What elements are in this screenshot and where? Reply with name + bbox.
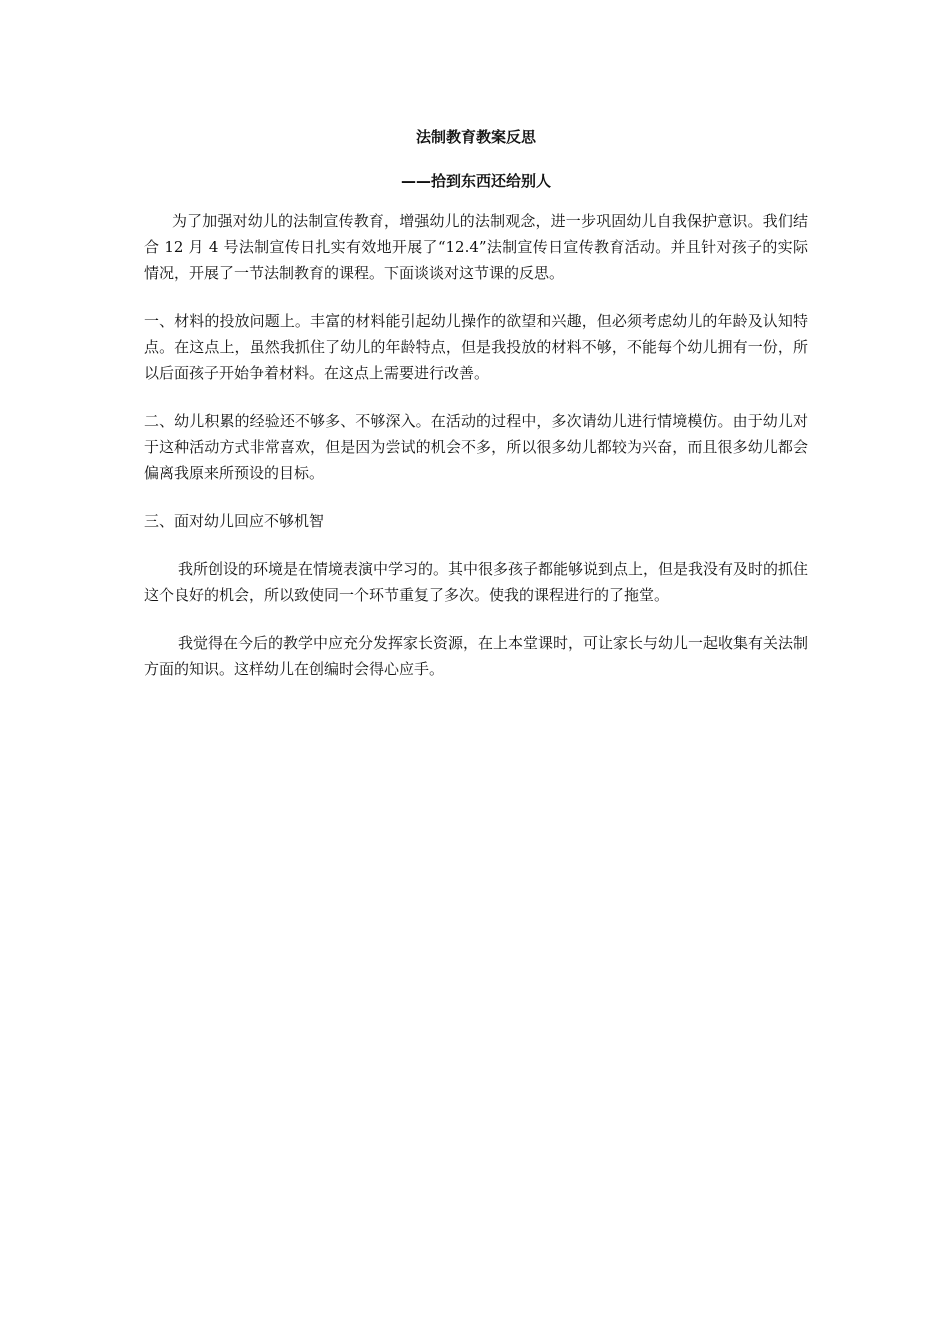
document-body: [144, 124, 808, 704]
intro-paragraph: 为了加强对幼儿的法制宣传教育，增强幼儿的法制观念，进一步巩固幼儿自我保护意识。我们结合 12 月 4 号法制宣传日扎实有效地开展了“12.4”法制宣传日宣传教育活动。并且针对孩子的实际情况，开展了一节法制教育的课程。下面谈谈对这节课的反思。: [144, 212, 808, 282]
reflection-point-1: 一、材料的投放问题上。丰富的材料能引起幼儿操作的欲望和兴趣，但必须考虑幼儿的年龄及认知特点。在这点上，虽然我抓住了幼儿的年龄特点，但是我投放的材料不够，不能每个幼儿拥有一份，所以后面孩子开始争着材料。在这点上需要进行改善。: [144, 312, 808, 382]
closing-paragraph: 我觉得在今后的教学中应充分发挥家长资源，在上本堂课时，可让家长与幼儿一起收集有关法制方面的知识。这样幼儿在创编时会得心应手。: [144, 634, 809, 678]
reflection-point-3-heading: 三、面对幼儿回应不够机智: [144, 512, 325, 530]
reflection-point-3-body: 我所创设的环境是在情境表演中学习的。其中很多孩子都能够说到点上，但是我没有及时的抓住这个良好的机会，所以致使同一个环节重复了多次。使我的课程进行的了拖堂。: [144, 560, 809, 604]
document-title: 法制教育教案反思: [415, 128, 536, 146]
document-subtitle: ——拾到东西还给别人: [400, 172, 551, 190]
reflection-point-2: 二、幼儿积累的经验还不够多、不够深入。在活动的过程中，多次请幼儿进行情境模仿。由于幼儿对于这种活动方式非常喜欢，但是因为尝试的机会不多，所以很多幼儿都较为兴奋，而且很多幼儿都会偏离我原来所预设的目标。: [144, 412, 808, 482]
